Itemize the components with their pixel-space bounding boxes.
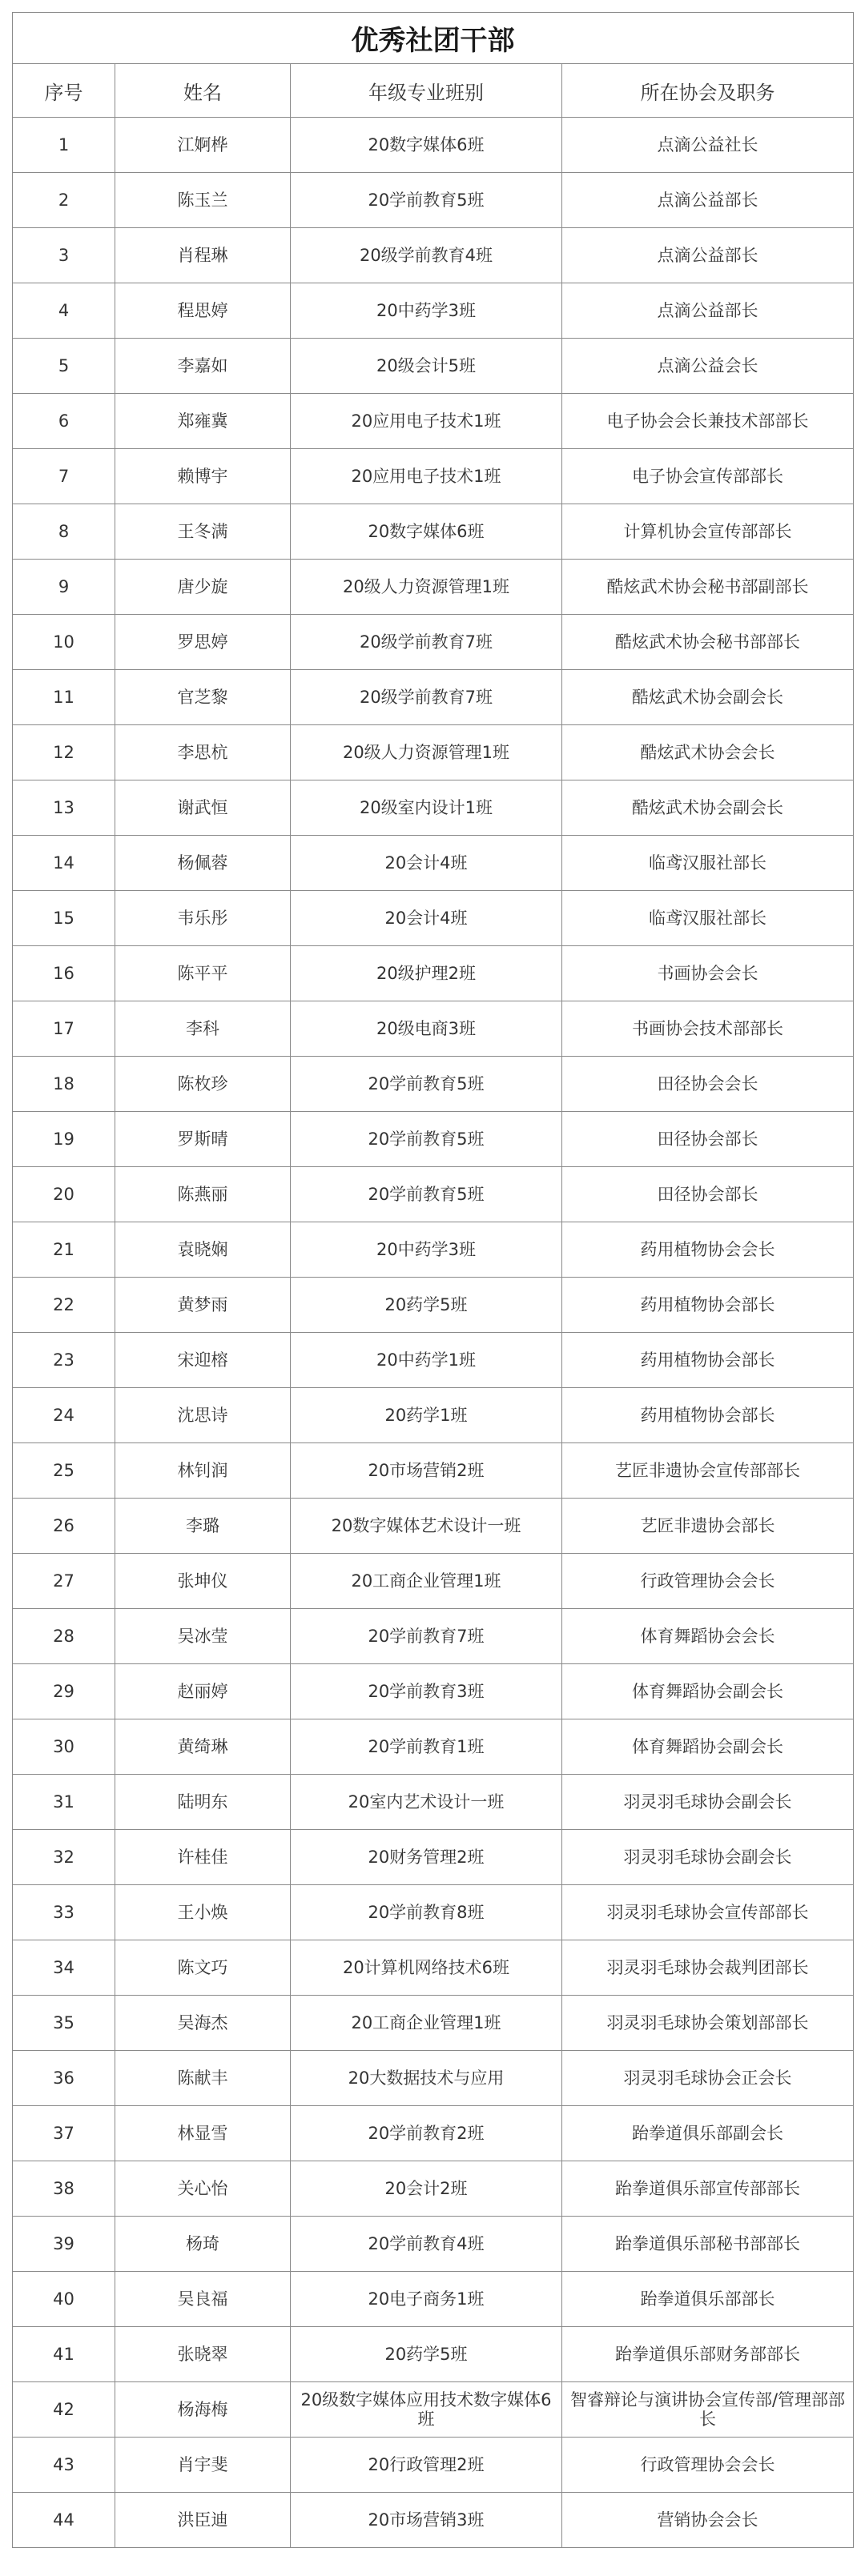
cell-position: 点滴公益部长 <box>562 283 854 339</box>
header-index: 序号 <box>13 64 115 118</box>
title-row <box>13 13 854 64</box>
table-row <box>13 2493 854 2548</box>
cell-position: 点滴公益部长 <box>562 228 854 283</box>
header-position: 所在协会及职务 <box>562 64 854 118</box>
table-row <box>13 339 854 394</box>
cell-class: 20中药学3班 <box>291 283 562 339</box>
table-row <box>13 2217 854 2272</box>
cell-position: 电子协会会长兼技术部部长 <box>562 394 854 449</box>
honor-list-sheet <box>12 12 853 2548</box>
cell-index: 9 <box>13 560 115 615</box>
cell-index: 30 <box>13 1719 115 1775</box>
cell-name: 肖程琳 <box>115 228 291 283</box>
cell-index: 21 <box>13 1222 115 1278</box>
cell-name: 谢武恒 <box>115 780 291 836</box>
table-row <box>13 946 854 1001</box>
cell-index: 29 <box>13 1664 115 1719</box>
table-row <box>13 2272 854 2327</box>
cell-position: 药用植物协会部长 <box>562 1388 854 1443</box>
cell-position: 艺匠非遗协会部长 <box>562 1499 854 1554</box>
cell-index: 15 <box>13 891 115 946</box>
cell-position: 跆拳道俱乐部宣传部部长 <box>562 2161 854 2217</box>
cell-name: 赖博宇 <box>115 449 291 504</box>
cell-class: 20学前教育5班 <box>291 1057 562 1112</box>
cell-name: 吴海杰 <box>115 1996 291 2051</box>
cell-index: 7 <box>13 449 115 504</box>
cell-position: 羽灵羽毛球协会策划部部长 <box>562 1996 854 2051</box>
cell-name: 程思婷 <box>115 283 291 339</box>
cell-class: 20数字媒体6班 <box>291 504 562 560</box>
cell-index: 36 <box>13 2051 115 2106</box>
cell-position: 体育舞蹈协会会长 <box>562 1609 854 1664</box>
table-row <box>13 1112 854 1167</box>
table-row <box>13 2106 854 2161</box>
cell-name: 杨琦 <box>115 2217 291 2272</box>
cell-position: 酷炫武术协会秘书部副部长 <box>562 560 854 615</box>
cell-index: 41 <box>13 2327 115 2382</box>
cell-class: 20学前教育5班 <box>291 1167 562 1222</box>
table-row <box>13 1499 854 1554</box>
cell-name: 洪臣迪 <box>115 2493 291 2548</box>
table-row <box>13 394 854 449</box>
cell-name: 林钊润 <box>115 1443 291 1499</box>
cell-position: 临鸢汉服社部长 <box>562 836 854 891</box>
cell-class: 20电子商务1班 <box>291 2272 562 2327</box>
table-row <box>13 173 854 228</box>
cell-position: 田径协会部长 <box>562 1112 854 1167</box>
cell-name: 林显雪 <box>115 2106 291 2161</box>
cell-name: 韦乐彤 <box>115 891 291 946</box>
cell-class: 20市场营销2班 <box>291 1443 562 1499</box>
table-row <box>13 1775 854 1830</box>
cell-class: 20学前教育5班 <box>291 1112 562 1167</box>
cell-index: 27 <box>13 1554 115 1609</box>
cell-position: 体育舞蹈协会副会长 <box>562 1664 854 1719</box>
cell-position: 酷炫武术协会会长 <box>562 725 854 780</box>
cell-class: 20工商企业管理1班 <box>291 1996 562 2051</box>
cell-class: 20财务管理2班 <box>291 1830 562 1885</box>
table-row <box>13 560 854 615</box>
cell-class: 20工商企业管理1班 <box>291 1554 562 1609</box>
cell-name: 张晓翠 <box>115 2327 291 2382</box>
cell-class: 20级学前教育7班 <box>291 670 562 725</box>
cell-index: 33 <box>13 1885 115 1940</box>
cell-name: 张坤仪 <box>115 1554 291 1609</box>
cell-position: 书画协会会长 <box>562 946 854 1001</box>
cell-index: 17 <box>13 1001 115 1057</box>
cell-class: 20会计4班 <box>291 891 562 946</box>
cell-index: 39 <box>13 2217 115 2272</box>
cell-position: 体育舞蹈协会副会长 <box>562 1719 854 1775</box>
cell-position: 营销协会会长 <box>562 2493 854 2548</box>
cell-index: 40 <box>13 2272 115 2327</box>
cell-name: 陆明东 <box>115 1775 291 1830</box>
cell-class: 20应用电子技术1班 <box>291 449 562 504</box>
cell-name: 黄绮琳 <box>115 1719 291 1775</box>
cell-class: 20学前教育5班 <box>291 173 562 228</box>
cell-name: 郑雍冀 <box>115 394 291 449</box>
cell-class: 20数字媒体6班 <box>291 118 562 173</box>
cell-name: 陈献丰 <box>115 2051 291 2106</box>
cell-class: 20室内艺术设计一班 <box>291 1775 562 1830</box>
cell-class: 20级电商3班 <box>291 1001 562 1057</box>
cell-index: 16 <box>13 946 115 1001</box>
cell-class: 20药学5班 <box>291 2327 562 2382</box>
cell-class: 20大数据技术与应用 <box>291 2051 562 2106</box>
cell-class: 20学前教育4班 <box>291 2217 562 2272</box>
cell-position: 跆拳道俱乐部秘书部部长 <box>562 2217 854 2272</box>
cell-name: 陈平平 <box>115 946 291 1001</box>
cell-name: 王小焕 <box>115 1885 291 1940</box>
cell-class: 20中药学3班 <box>291 1222 562 1278</box>
cell-position: 点滴公益会长 <box>562 339 854 394</box>
cell-name: 杨海梅 <box>115 2382 291 2438</box>
cell-index: 5 <box>13 339 115 394</box>
table-row <box>13 2438 854 2493</box>
table-row <box>13 1388 854 1443</box>
cell-position: 电子协会宣传部部长 <box>562 449 854 504</box>
cell-index: 18 <box>13 1057 115 1112</box>
cell-class: 20药学1班 <box>291 1388 562 1443</box>
cell-index: 32 <box>13 1830 115 1885</box>
cell-index: 22 <box>13 1278 115 1333</box>
cell-name: 宋迎榕 <box>115 1333 291 1388</box>
table-row <box>13 780 854 836</box>
cell-position: 跆拳道俱乐部部长 <box>562 2272 854 2327</box>
cell-position: 羽灵羽毛球协会副会长 <box>562 1775 854 1830</box>
cell-position: 跆拳道俱乐部副会长 <box>562 2106 854 2161</box>
cell-index: 10 <box>13 615 115 670</box>
cell-position: 酷炫武术协会副会长 <box>562 780 854 836</box>
cell-position: 计算机协会宣传部部长 <box>562 504 854 560</box>
cell-class: 20级人力资源管理1班 <box>291 560 562 615</box>
table-row <box>13 1222 854 1278</box>
cell-index: 6 <box>13 394 115 449</box>
cell-position: 临鸢汉服社部长 <box>562 891 854 946</box>
cell-position: 药用植物协会部长 <box>562 1278 854 1333</box>
cell-name: 陈枚珍 <box>115 1057 291 1112</box>
table-row <box>13 891 854 946</box>
table-row <box>13 1664 854 1719</box>
table-row <box>13 1830 854 1885</box>
table-body <box>13 118 854 2548</box>
cell-position: 智睿辩论与演讲协会宣传部/管理部部长 <box>562 2382 854 2438</box>
cell-position: 艺匠非遗协会宣传部部长 <box>562 1443 854 1499</box>
cell-index: 4 <box>13 283 115 339</box>
cell-position: 酷炫武术协会副会长 <box>562 670 854 725</box>
cell-name: 袁晓娴 <box>115 1222 291 1278</box>
header-name: 姓名 <box>115 64 291 118</box>
cell-index: 44 <box>13 2493 115 2548</box>
cell-name: 吴冰莹 <box>115 1609 291 1664</box>
cell-position: 羽灵羽毛球协会裁判团部长 <box>562 1940 854 1996</box>
cell-class: 20级人力资源管理1班 <box>291 725 562 780</box>
cell-index: 24 <box>13 1388 115 1443</box>
table-row <box>13 504 854 560</box>
cell-name: 陈玉兰 <box>115 173 291 228</box>
cell-name: 关心怡 <box>115 2161 291 2217</box>
table-row <box>13 449 854 504</box>
cell-name: 罗斯晴 <box>115 1112 291 1167</box>
cell-position: 跆拳道俱乐部财务部部长 <box>562 2327 854 2382</box>
cell-name: 赵丽婷 <box>115 1664 291 1719</box>
table-row <box>13 118 854 173</box>
cell-index: 23 <box>13 1333 115 1388</box>
table-row <box>13 2051 854 2106</box>
table-row <box>13 836 854 891</box>
cell-name: 唐少旋 <box>115 560 291 615</box>
cell-class: 20级护理2班 <box>291 946 562 1001</box>
table-row <box>13 1885 854 1940</box>
cell-class: 20药学5班 <box>291 1278 562 1333</box>
cell-class: 20中药学1班 <box>291 1333 562 1388</box>
table-row <box>13 228 854 283</box>
cell-name: 李璐 <box>115 1499 291 1554</box>
cell-class: 20级学前教育7班 <box>291 615 562 670</box>
cell-name: 沈思诗 <box>115 1388 291 1443</box>
cell-name: 罗思婷 <box>115 615 291 670</box>
cell-position: 酷炫武术协会秘书部部长 <box>562 615 854 670</box>
cell-index: 35 <box>13 1996 115 2051</box>
cell-position: 羽灵羽毛球协会正会长 <box>562 2051 854 2106</box>
table-row <box>13 1443 854 1499</box>
cell-index: 3 <box>13 228 115 283</box>
cell-class: 20级数字媒体应用技术数字媒体6班 <box>291 2382 562 2438</box>
cell-name: 李科 <box>115 1001 291 1057</box>
cell-class: 20应用电子技术1班 <box>291 394 562 449</box>
cell-index: 31 <box>13 1775 115 1830</box>
table-row <box>13 1940 854 1996</box>
cell-name: 杨佩蓉 <box>115 836 291 891</box>
cell-name: 官芝黎 <box>115 670 291 725</box>
cell-position: 点滴公益部长 <box>562 173 854 228</box>
header-row <box>13 64 854 118</box>
cell-class: 20学前教育7班 <box>291 1609 562 1664</box>
table-row <box>13 2382 854 2438</box>
cell-name: 王冬满 <box>115 504 291 560</box>
table-row <box>13 1719 854 1775</box>
table-row <box>13 283 854 339</box>
cell-position: 药用植物协会部长 <box>562 1333 854 1388</box>
cell-class: 20级学前教育4班 <box>291 228 562 283</box>
cell-index: 37 <box>13 2106 115 2161</box>
cadre-table <box>12 12 854 2548</box>
table-row <box>13 2327 854 2382</box>
cell-position: 行政管理协会会长 <box>562 1554 854 1609</box>
cell-class: 20市场营销3班 <box>291 2493 562 2548</box>
cell-index: 38 <box>13 2161 115 2217</box>
cell-index: 34 <box>13 1940 115 1996</box>
table-row <box>13 1278 854 1333</box>
cell-class: 20会计2班 <box>291 2161 562 2217</box>
cell-position: 行政管理协会会长 <box>562 2438 854 2493</box>
table-row <box>13 615 854 670</box>
table-row <box>13 725 854 780</box>
table-row <box>13 1996 854 2051</box>
cell-class: 20会计4班 <box>291 836 562 891</box>
cell-name: 许桂佳 <box>115 1830 291 1885</box>
cell-index: 28 <box>13 1609 115 1664</box>
cell-class: 20学前教育3班 <box>291 1664 562 1719</box>
cell-position: 点滴公益社长 <box>562 118 854 173</box>
table-row <box>13 1609 854 1664</box>
cell-class: 20学前教育1班 <box>291 1719 562 1775</box>
cell-name: 李思杭 <box>115 725 291 780</box>
table-row <box>13 1001 854 1057</box>
header-class: 年级专业班别 <box>291 64 562 118</box>
cell-index: 2 <box>13 173 115 228</box>
table-row <box>13 1333 854 1388</box>
cell-position: 书画协会技术部部长 <box>562 1001 854 1057</box>
cell-index: 26 <box>13 1499 115 1554</box>
table-row <box>13 670 854 725</box>
cell-name: 李嘉如 <box>115 339 291 394</box>
table-row <box>13 1167 854 1222</box>
cell-index: 14 <box>13 836 115 891</box>
table-row <box>13 1554 854 1609</box>
cell-position: 羽灵羽毛球协会副会长 <box>562 1830 854 1885</box>
cell-name: 陈文巧 <box>115 1940 291 1996</box>
cell-index: 8 <box>13 504 115 560</box>
cell-position: 田径协会部长 <box>562 1167 854 1222</box>
cell-index: 20 <box>13 1167 115 1222</box>
table-row <box>13 2161 854 2217</box>
cell-class: 20学前教育8班 <box>291 1885 562 1940</box>
cell-class: 20学前教育2班 <box>291 2106 562 2161</box>
cell-name: 肖宇斐 <box>115 2438 291 2493</box>
table-row <box>13 1057 854 1112</box>
cell-class: 20计算机网络技术6班 <box>291 1940 562 1996</box>
cell-index: 25 <box>13 1443 115 1499</box>
cell-name: 黄梦雨 <box>115 1278 291 1333</box>
cell-class: 20行政管理2班 <box>291 2438 562 2493</box>
cell-index: 1 <box>13 118 115 173</box>
cell-name: 吴良福 <box>115 2272 291 2327</box>
cell-index: 42 <box>13 2382 115 2438</box>
cell-class: 20级会计5班 <box>291 339 562 394</box>
cell-position: 羽灵羽毛球协会宣传部部长 <box>562 1885 854 1940</box>
cell-name: 陈燕丽 <box>115 1167 291 1222</box>
cell-class: 20级室内设计1班 <box>291 780 562 836</box>
cell-name: 江婀桦 <box>115 118 291 173</box>
cell-class: 20数字媒体艺术设计一班 <box>291 1499 562 1554</box>
cell-index: 11 <box>13 670 115 725</box>
cell-index: 19 <box>13 1112 115 1167</box>
cell-position: 田径协会会长 <box>562 1057 854 1112</box>
cell-index: 12 <box>13 725 115 780</box>
cell-index: 13 <box>13 780 115 836</box>
cell-index: 43 <box>13 2438 115 2493</box>
table-title: 优秀社团干部 <box>13 13 854 64</box>
cell-position: 药用植物协会会长 <box>562 1222 854 1278</box>
